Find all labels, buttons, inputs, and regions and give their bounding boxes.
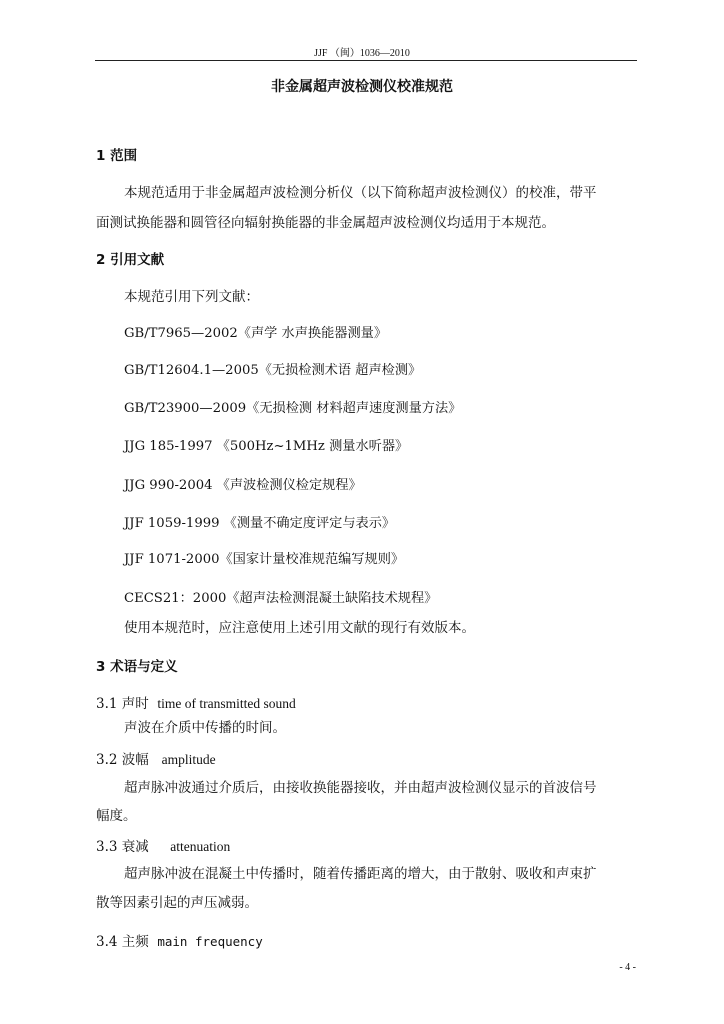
references-intro: 本规范引用下列文献：	[124, 289, 259, 305]
reference-item: CECS21：2000《超声法检测混凝土缺陷技术规程》	[124, 591, 438, 606]
term-3-2-definition-line-1: 超声脉冲波通过介质后，由接收换能器接收，并由超声波检测仪显示的首波信号	[124, 780, 597, 796]
term-3-3-definition-line-2: 散等因素引起的声压减弱。	[96, 895, 258, 911]
header-rule	[95, 60, 637, 61]
term-english: amplitude	[161, 752, 216, 767]
reference-item: GB/T7965—2002《声学 水声换能器测量》	[124, 326, 388, 341]
reference-item: JJF 1059-1999 《测量不确定度评定与表示》	[124, 516, 396, 531]
reference-item: GB/T12604.1—2005《无损检测术语 超声检测》	[124, 363, 422, 378]
reference-item: JJF 1071-2000《国家计量校准规范编写规则》	[124, 552, 405, 567]
term-english: time of transmitted sound	[157, 696, 296, 711]
section-heading-terms: 3 术语与定义	[96, 659, 178, 675]
document-title: 非金属超声波检测仪校准规范	[271, 79, 453, 95]
term-number: 3.3 衰减	[96, 839, 149, 855]
section-heading-scope: 1 范围	[96, 148, 138, 164]
term-3-2-definition-line-2: 幅度。	[96, 808, 137, 824]
term-3-4	[96, 930, 263, 950]
scope-line-2: 面测试换能器和圆管径向辐射换能器的非金属超声波检测仪均适用于本规范。	[96, 215, 555, 231]
scope-line-1: 本规范适用于非金属超声波检测分析仪（以下简称超声波检测仪）的校准，带平	[124, 185, 597, 201]
term-number: 3.2 波幅	[96, 752, 149, 768]
term-english: main frequency	[157, 934, 263, 949]
section-heading-references: 2 引用文献	[96, 252, 165, 268]
reference-item: GB/T23900—2009《无损检测 材料超声速度测量方法》	[124, 401, 462, 416]
term-3-3-definition-line-1: 超声脉冲波在混凝土中传播时，随着传播距离的增大，由于散射、吸收和声束扩	[124, 866, 597, 882]
reference-item: JJG 185-1997 《500Hz~1MHz 测量水听器》	[124, 439, 409, 454]
references-note: 使用本规范时，应注意使用上述引用文献的现行有效版本。	[124, 620, 475, 636]
term-number: 3.1 声时	[96, 696, 149, 712]
reference-item: JJG 990-2004 《声波检测仪检定规程》	[124, 478, 362, 493]
term-number: 3.4 主频	[96, 934, 149, 950]
term-3-1	[96, 692, 296, 712]
term-3-2	[96, 748, 216, 768]
term-3-3	[96, 835, 230, 855]
page-number: - 4 -	[619, 962, 636, 973]
running-header: JJF （闽）1036—2010	[314, 48, 410, 59]
term-english: attenuation	[170, 839, 231, 854]
term-3-1-definition: 声波在介质中传播的时间。	[124, 720, 286, 736]
